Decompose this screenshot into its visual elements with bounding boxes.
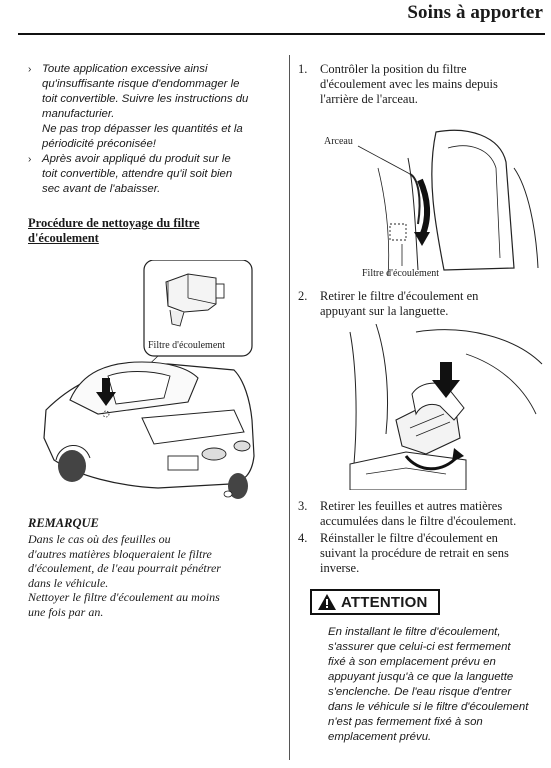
- step-number: 4.: [298, 531, 308, 545]
- filter-removal-illustration: [346, 324, 546, 490]
- bullet-line: toit convertible. Suivre les instructions du: [42, 93, 249, 105]
- step-number: 3.: [298, 499, 308, 513]
- attention-line: n'est pas fermement fixé à son: [328, 716, 483, 728]
- step-line: inverse.: [320, 561, 360, 575]
- left-column: [28, 62, 280, 619]
- attention-banner: [310, 589, 440, 615]
- remark-line: d'écoulement, de l'eau pourrait pénétrer: [28, 561, 221, 575]
- remark-line: Nettoyer le filtre d'écoulement au moins: [28, 590, 220, 604]
- section-heading-line: Procédure de nettoyage du filtre: [28, 216, 200, 230]
- step-line: Retirer les feuilles et autres matières: [320, 499, 503, 513]
- step-line: Réinstaller le filtre d'écoulement en: [320, 531, 498, 545]
- page-header-title: Soins à apporter: [407, 2, 543, 23]
- warning-triangle-icon: [318, 594, 336, 610]
- bullet-line: toit convertible, attendre qu'il soit bien: [42, 168, 233, 180]
- step-line: l'arrière de l'arceau.: [320, 92, 418, 106]
- bullet-line: qu'insuffisante risque d'endommager le: [42, 78, 240, 90]
- attention-line: En installant le filtre d'écoulement,: [328, 626, 501, 638]
- step-line: Retirer le filtre d'écoulement en: [320, 289, 479, 303]
- bullet-line: Toute application excessive ainsi: [42, 63, 208, 75]
- arceau-label: Arceau: [324, 136, 353, 147]
- attention-line: emplacement prévu.: [328, 731, 432, 743]
- bullet-item: [28, 62, 280, 152]
- column-divider: [289, 55, 290, 760]
- car-drain-filter-illustration: [38, 260, 278, 510]
- bullet-line: périodicité préconisée!: [42, 138, 156, 150]
- attention-line: s'enclenche. De l'eau risque d'entrer: [328, 686, 512, 698]
- bullet-line: manufacturier.: [42, 108, 115, 120]
- remark-line: d'autres matières bloqueraient le filtre: [28, 546, 212, 561]
- header-rule: [18, 33, 545, 35]
- section-heading-line: d'écoulement: [28, 231, 99, 245]
- caution-bullet-list: [28, 62, 280, 197]
- remark-title: REMARQUE: [28, 516, 99, 530]
- step-line: Contrôler la position du filtre: [320, 62, 467, 76]
- attention-line: dans le véhicule si le filtre d'écoulement: [328, 701, 529, 713]
- bullet-item: [28, 152, 280, 197]
- step-number: 1.: [298, 62, 308, 76]
- attention-line: appuyant jusqu'à ce que la languette: [328, 671, 514, 683]
- step-line: appuyant sur la languette.: [320, 304, 449, 318]
- section-heading: [28, 216, 200, 246]
- rollbar-filter-illustration: [318, 128, 544, 278]
- step-line: d'écoulement avec les mains depuis: [320, 77, 498, 91]
- bullet-line: Après avoir appliqué du produit sur le: [42, 153, 231, 165]
- attention-label: ATTENTION: [341, 593, 428, 611]
- figure-callout-label: Filtre d'écoulement: [148, 340, 226, 351]
- step-line: accumulées dans le filtre d'écoulement.: [320, 514, 517, 528]
- bullet-line: sec avant de l'abaisser.: [42, 183, 161, 195]
- chevron-bullet-icon: ›: [28, 64, 32, 75]
- figure1-filter-label: Filtre d'écoulement: [362, 268, 440, 278]
- remark-line: Dans le cas où des feuilles ou: [28, 532, 171, 546]
- attention-line: s'assurer que celui-ci est fermement: [328, 641, 511, 653]
- remark-body: [28, 532, 221, 619]
- remark-line: une fois par an.: [28, 604, 104, 619]
- attention-line: fixé à son emplacement prévu en: [328, 656, 496, 668]
- chevron-bullet-icon: ›: [28, 154, 32, 165]
- attention-body: [328, 625, 528, 745]
- remark-line: dans le véhicule.: [28, 575, 109, 590]
- step-line: suivant la procédure de retrait en sens: [320, 546, 509, 560]
- bullet-line: Ne pas trop dépasser les quantités et la: [42, 123, 243, 135]
- step-number: 2.: [298, 289, 308, 303]
